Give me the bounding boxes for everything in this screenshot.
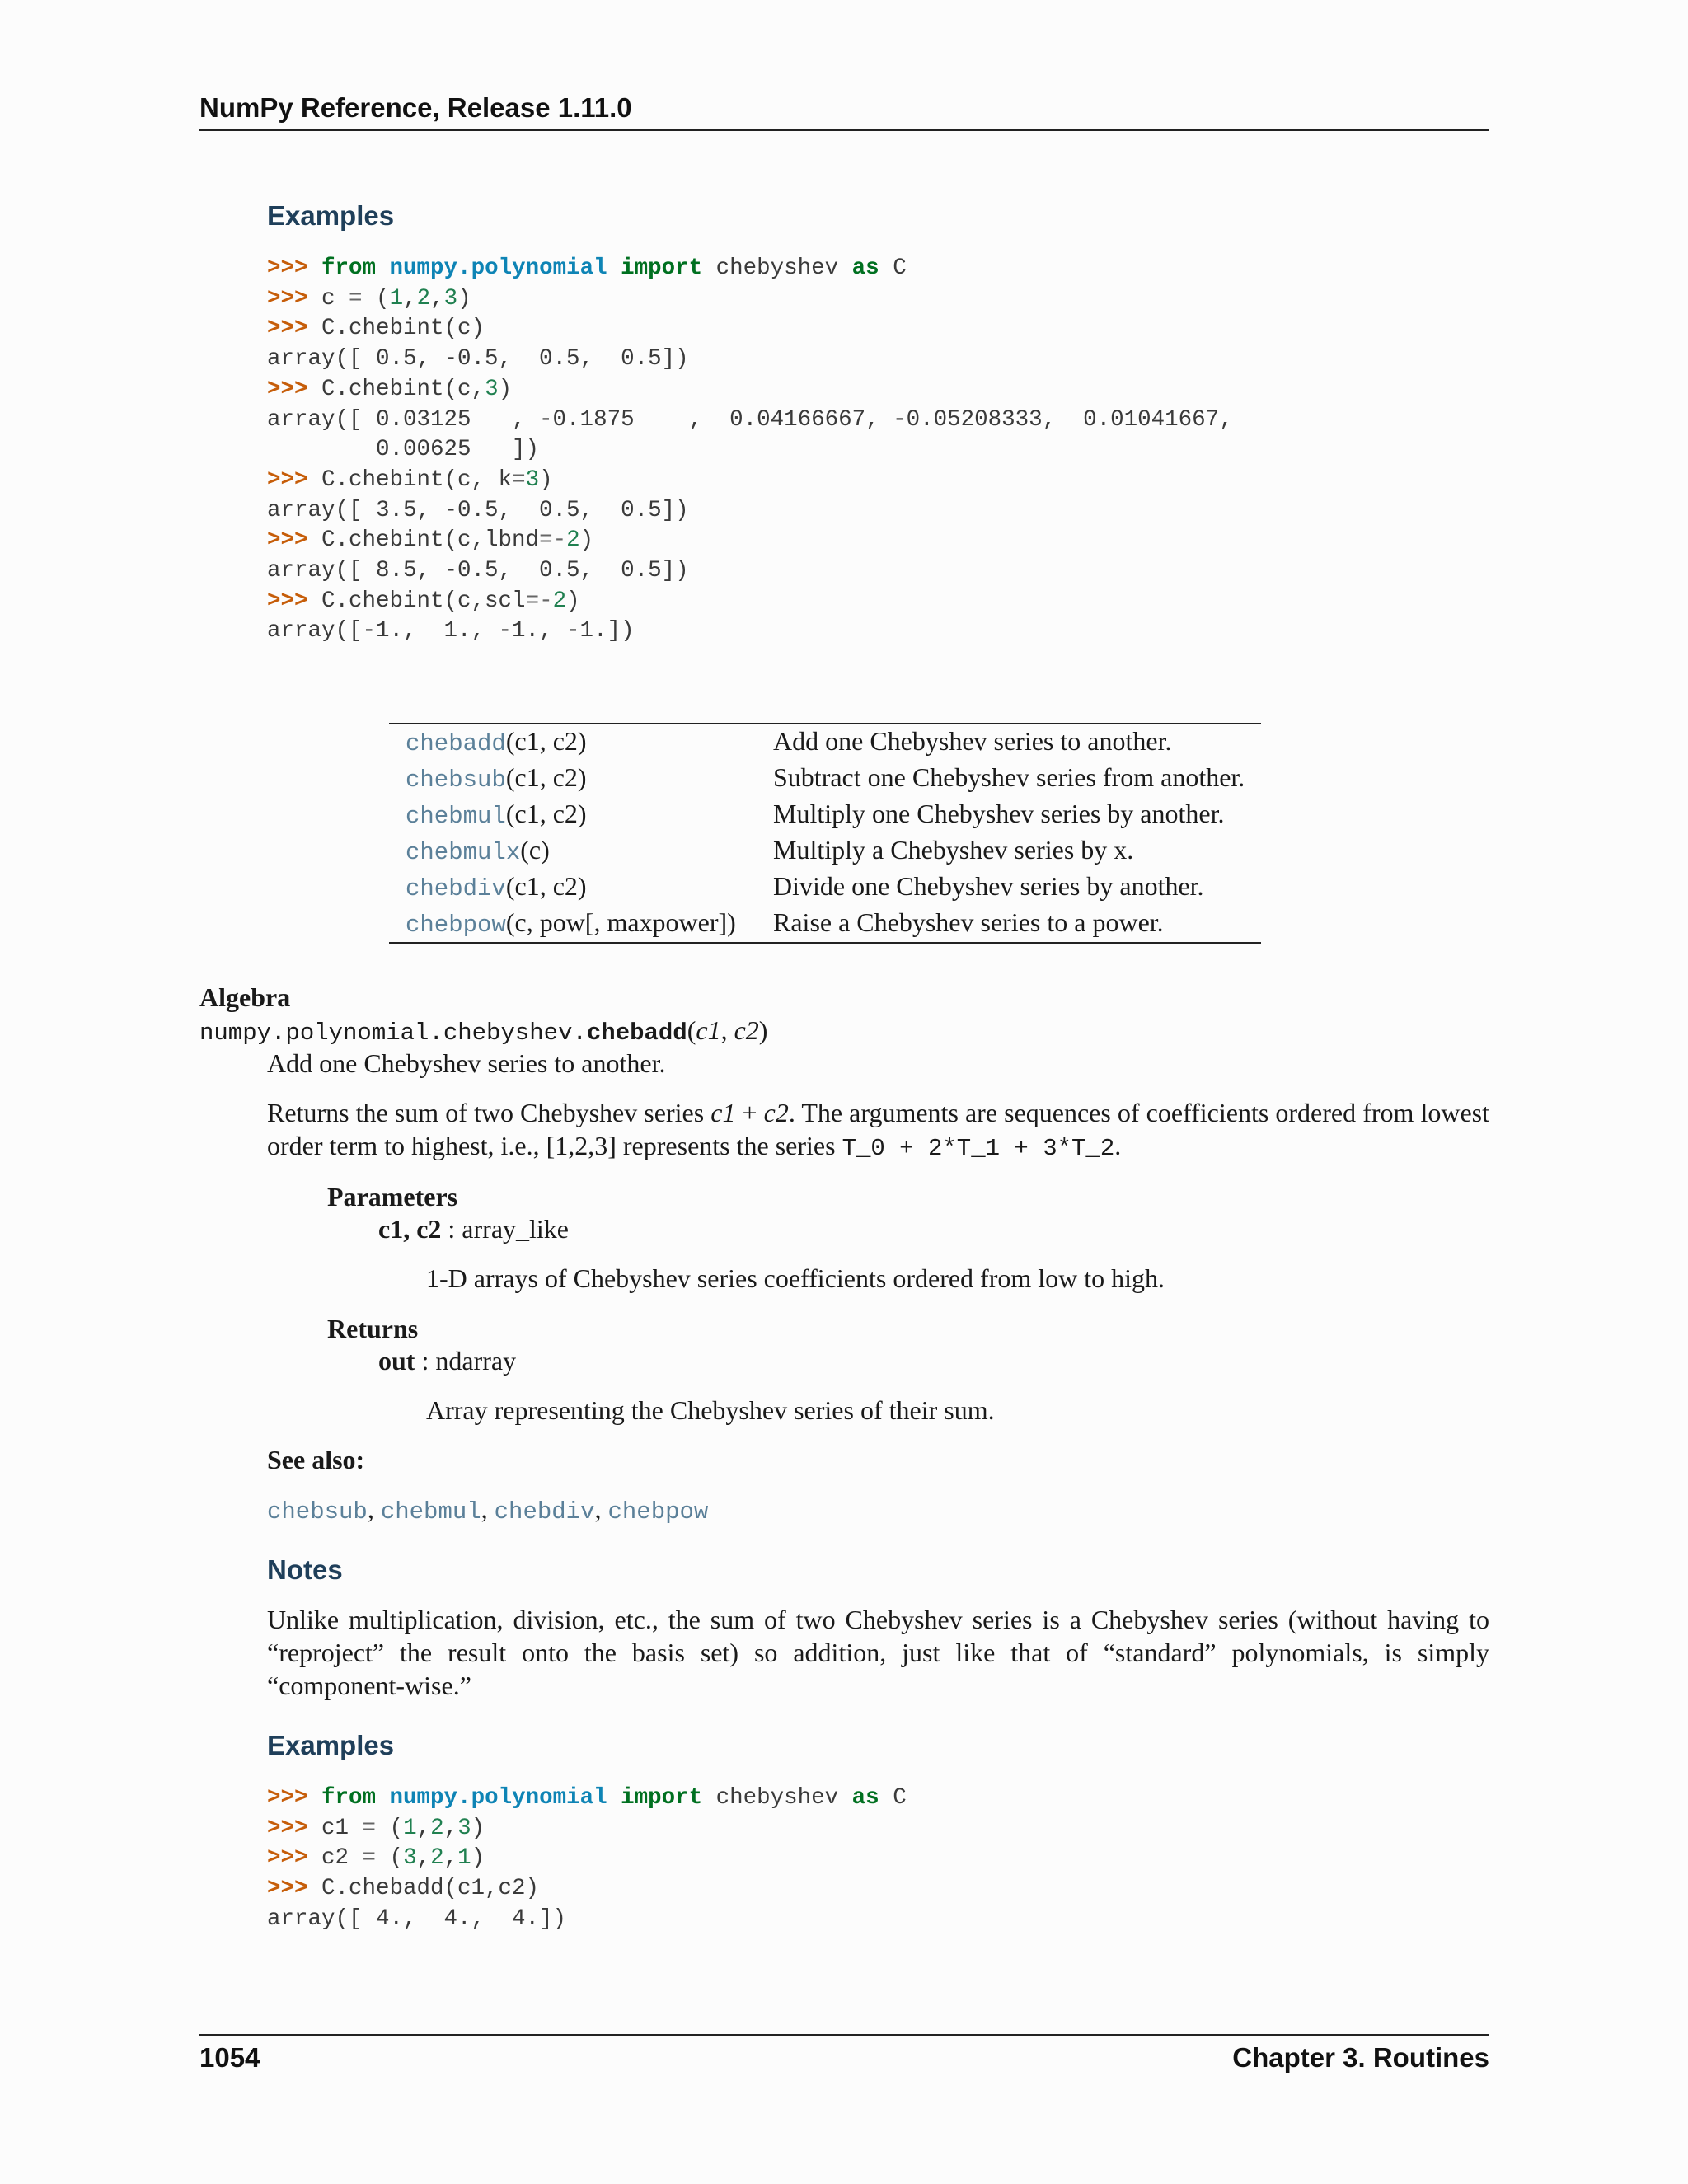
function-link[interactable]: chebpow — [406, 912, 506, 939]
function-link[interactable]: chebmulx — [406, 839, 521, 866]
examples-heading: Examples — [267, 1730, 395, 1760]
function-args: (c1, c2) — [505, 871, 587, 901]
see-also-link[interactable]: chebdiv — [494, 1498, 595, 1526]
signature-arg: c2 — [734, 1015, 759, 1045]
see-also-link[interactable]: chebpow — [607, 1498, 709, 1526]
function-args: (c, pow[, maxpower]) — [505, 907, 736, 937]
function-link[interactable]: chebadd — [406, 730, 506, 757]
function-args: (c1, c2) — [505, 799, 587, 828]
parameter-type: array_like — [462, 1214, 569, 1244]
signature-module: numpy.polynomial.chebyshev. — [199, 1019, 587, 1047]
code-block-chebint: >>> from numpy.polynomial import chebyshev as C >>> c = (1,2,3) >>> C.chebint(c) array([ 0.5, -0.5, 0.5, 0.5]) >>> C.chebint(c,3) array([ 0.03125 , -0.1875 , 0.04166667, -0.05208333, 0.01041667, 0.00625 ]) >>> C.chebint(c, k=3) array([ 3.5, -0.5, 0.5, 0.5]) >>> C.chebint(c,lbnd=-2) array([ 8.5, -0.5, 0.5, 0.5]) >>> C.chebint(c,scl=-2) array([-1., 1., -1., -1.]) — [267, 255, 1233, 644]
summary-row — [389, 797, 1261, 833]
footer-rule — [199, 2034, 1489, 2036]
summary-row — [389, 906, 1261, 943]
function-signature — [199, 1015, 767, 1047]
parameter-description: 1-D arrays of Chebyshev series coefficients ordered from low to high. — [426, 1263, 1165, 1293]
notes-text: Unlike multiplication, division, etc., the sum of two Chebyshev series is a Chebyshev series (without having to “reproject” the result onto the basis set) so addition, just like that of “standard” polynomials, is simply “component-wise.” — [267, 1605, 1489, 1700]
function-description: Add one Chebyshev series to another. — [773, 726, 1172, 756]
function-args: (c) — [520, 835, 550, 865]
parameters-label: Parameters — [327, 1182, 458, 1212]
summary-row — [389, 869, 1261, 906]
signature-paren-open: ( — [687, 1015, 696, 1045]
summary-row — [389, 724, 1261, 761]
notes-heading: Notes — [267, 1554, 343, 1585]
see-also-label: See also: — [267, 1445, 365, 1474]
function-link[interactable]: chebsub — [406, 766, 506, 794]
function-description: Multiply a Chebyshev series by x. — [773, 835, 1134, 865]
signature-paren-close: ) — [758, 1015, 768, 1045]
function-summary: Add one Chebyshev series to another. — [267, 1048, 666, 1078]
function-description: Subtract one Chebyshev series from another. — [773, 762, 1245, 792]
section-title: Algebra — [199, 982, 291, 1012]
running-header: NumPy Reference, Release 1.11.0 — [199, 92, 632, 123]
function-description: Multiply one Chebyshev series by another. — [773, 799, 1225, 828]
parameter-entry: c1, c2 : array_like — [378, 1214, 569, 1244]
function-link[interactable]: chebdiv — [406, 875, 506, 902]
code-block-chebadd: >>> from numpy.polynomial import chebyshev as C >>> c1 = (1,2,3) >>> c2 = (3,2,1) >>> C.chebadd(c1,c2) array([ 4., 4., 4.]) — [267, 1785, 907, 1932]
summary-table — [389, 723, 1261, 944]
function-args: (c1, c2) — [505, 762, 587, 792]
return-description: Array representing the Chebyshev series of their sum. — [426, 1395, 995, 1425]
series-expression: T_0 + 2*T_1 + 3*T_2 — [842, 1135, 1115, 1162]
signature-function-name: chebadd — [586, 1019, 687, 1047]
function-link[interactable]: chebmul — [406, 803, 506, 830]
function-description: Divide one Chebyshev series by another. — [773, 871, 1204, 901]
signature-arg: c1 — [696, 1015, 721, 1045]
chapter-title: Chapter 3. Routines — [1232, 2042, 1489, 2073]
return-entry: out : ndarray — [378, 1346, 517, 1376]
see-also-links: chebsub, chebmul, chebdiv, chebpow — [267, 1494, 709, 1526]
return-name: out — [378, 1346, 415, 1376]
parameter-name: c1, c2 — [378, 1214, 442, 1244]
page-number: 1054 — [199, 2042, 260, 2073]
see-also-link[interactable]: chebmul — [380, 1498, 481, 1526]
signature-sep: , — [720, 1015, 734, 1045]
returns-label: Returns — [327, 1314, 419, 1343]
function-description: Returns the sum of two Chebyshev series c1 + c2. The arguments are sequences of coefficients ordered from lowest order term to highest, i.e., [1,2,3] represents the series T_0 + 2*T_1 + 3*T_2. — [267, 1098, 1490, 1162]
function-args: (c1, c2) — [505, 726, 587, 756]
summary-row — [389, 761, 1261, 797]
function-description: Raise a Chebyshev series to a power. — [773, 907, 1164, 937]
return-type: ndarray — [435, 1346, 517, 1376]
see-also-link[interactable]: chebsub — [267, 1498, 368, 1526]
header-rule — [199, 129, 1489, 131]
summary-row — [389, 833, 1261, 869]
examples-heading: Examples — [267, 200, 395, 231]
